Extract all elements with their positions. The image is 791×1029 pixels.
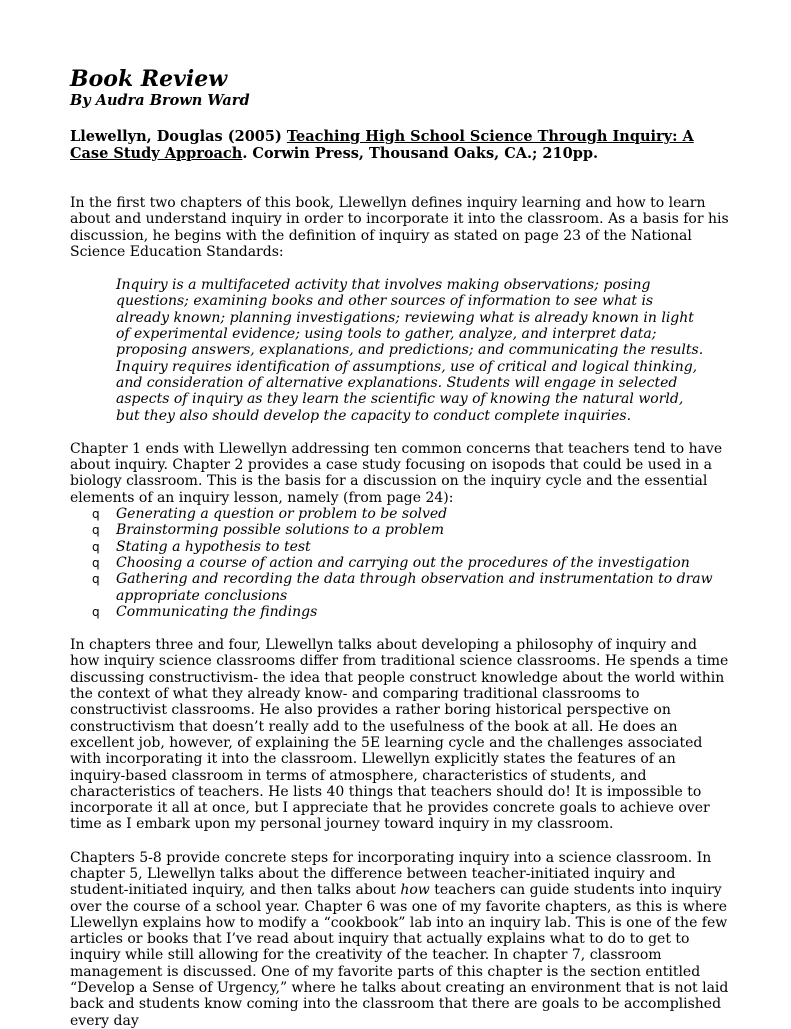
list-item	[92, 522, 730, 538]
citation-author-year: Llewellyn, Douglas (2005)	[70, 128, 287, 145]
list-item-text: Generating a question or problem to be solved	[116, 506, 448, 523]
list-item	[92, 539, 730, 555]
paragraph-chapters-5-8	[70, 850, 730, 1029]
paragraph-chapters-1-2: Chapter 1 ends with Llewellyn addressing ten common concerns that teachers tend to have about inquiry. Chapter 2 provides a case study focusing on isopods that could be used in a biology classroom. This is the basis for a discussion on the inquiry cycle and the essential elements of an inquiry lesson, namely (from page 24):	[70, 440, 723, 506]
paragraph-text: Chapters 5-8 provide concrete steps for incorporating inquiry into a science classroom. In chapter 5, Llewellyn talks about the difference between teacher-initiated inquiry and student-initiated inquiry, and then talks about	[70, 849, 712, 899]
bullet-icon: q	[92, 555, 100, 570]
list-item	[92, 571, 730, 604]
paragraph-text: teachers can guide students into inquiry over the course of a school year. Chapter 6 was one of my favorite chapters, as this is where Llewellyn explains how to modify a “cookbook” lab into an inquiry lab. This is one of the few articles or books that I’ve read about inquiry that actually explains what to do to get to inquiry while still allowing for the creativity of the teacher. In chapter 7, classroom management is discussed. One of my favorite parts of this chapter is the section entitled “Develop a Sense of Urgency,” where he talks about creating an environment that is not laid back and students know coming into the classroom that there are goals to be accomplished every day	[70, 882, 729, 1029]
review-byline: By Audra Brown Ward	[70, 92, 250, 109]
citation-publisher: . Corwin Press, Thousand Oaks, CA.; 210pp.	[242, 145, 599, 162]
inquiry-steps-list	[70, 506, 730, 620]
list-item-text: Stating a hypothesis to test	[116, 538, 311, 555]
paragraph-chapters-3-4: In chapters three and four, Llewellyn talks about developing a philosophy of inquiry and how inquiry science classrooms differ from traditional science classrooms. He spends a time discussing constructivism- the idea that people construct knowledge about the world within the context of what they already know- and comparing traditional classrooms to constructivist classrooms. He also provides a rather boring historical perspective on constructivism that doesn’t really add to the usefulness of the book at all. He does an excellent job, however, of explaining the 5E learning cycle and the challenges associated with incorporating it into the classroom. Llewellyn explicitly states the features of an inquiry-based classroom in terms of atmosphere, characteristics of students, and characteristics of teachers. He lists 40 things that teachers should do! It is impossible to incorporate it all at once, but I appreciate that he provides concrete goals to achieve over time as I embark upon my personal journey toward inquiry in my classroom.	[70, 637, 729, 833]
bullet-icon: q	[92, 604, 100, 619]
list-item	[92, 555, 730, 571]
block-quote: Inquiry is a multifaceted activity that involves making observations; posing questions; examining books and other sources of information to see what is already known; planning investigations; reviewing what is already known in light of experimental evidence; using tools to gather, analyze, and interpret data; proposing answers, explanations, and predictions; and communicating the results. Inquiry requires identification of assumptions, use of critical and logical thinking, and consideration of alternative explanations. Students will engage in selected aspects of inquiry as they learn the scientific way of knowing the natural world, but they also should develop the capacity to conduct complete inquiries.	[116, 277, 704, 424]
list-item	[92, 506, 730, 522]
list-item	[92, 604, 730, 620]
bullet-icon: q	[92, 572, 100, 587]
list-item-text: Choosing a course of action and carrying out the procedures of the investigation	[116, 554, 690, 571]
document-page	[70, 66, 730, 1029]
emphasis-text: how	[400, 882, 430, 899]
book-citation	[70, 128, 730, 162]
bullet-icon: q	[92, 507, 100, 522]
list-item-text: Brainstorming possible solutions to a problem	[116, 522, 445, 539]
paragraph-intro: In the first two chapters of this book, Llewellyn defines inquiry learning and how to learn about and understand inquiry in order to incorporate it into the classroom. As a basis for his discussion, he begins with the definition of inquiry as stated on page 23 of the National Science Education Standards:	[70, 195, 729, 260]
bullet-icon: q	[92, 523, 100, 538]
list-item-text: Communicating the findings	[116, 603, 318, 620]
bullet-icon: q	[92, 539, 100, 554]
review-title: Book Review	[70, 66, 228, 92]
list-item-text: Gathering and recording the data through observation and instrumentation to draw appropriate conclusions	[116, 571, 713, 604]
citation-book-title: Teaching High School Science Through Inquiry: A Case Study Approach	[70, 128, 694, 162]
